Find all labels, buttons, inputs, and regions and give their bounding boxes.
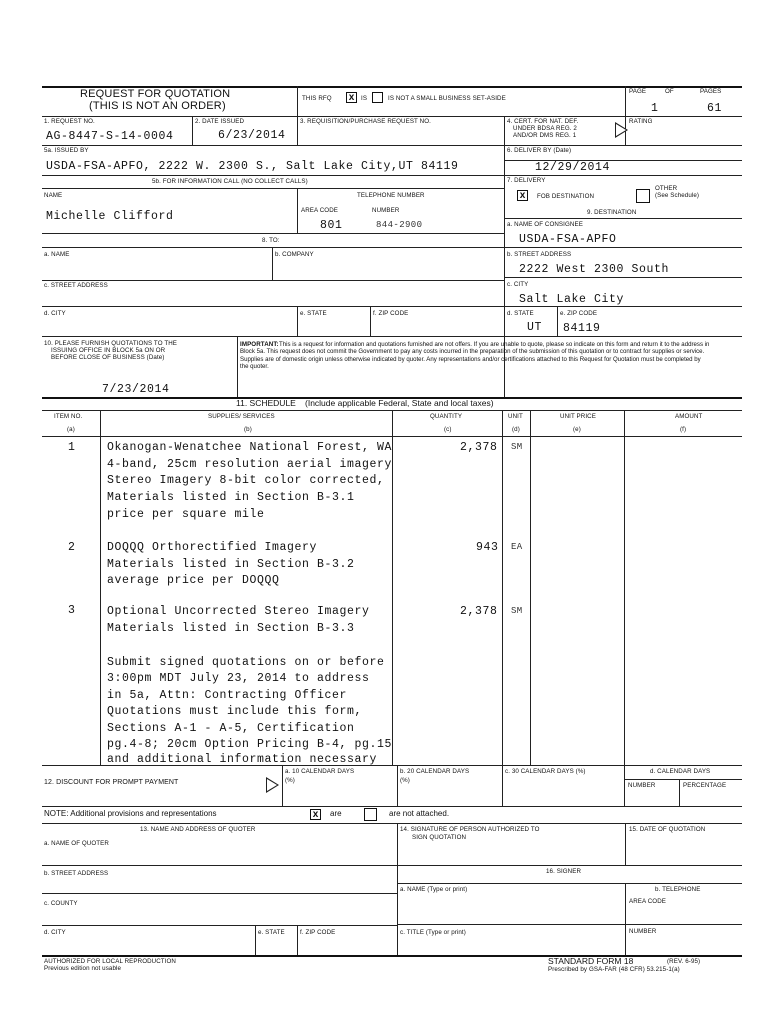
rule <box>100 410 101 765</box>
schedule-subtitle: (Include applicable Federal, State and local taxes) <box>305 398 494 408</box>
rule <box>557 306 558 336</box>
signer-area-code-label: AREA CODE <box>629 898 667 905</box>
rule <box>237 336 238 397</box>
dest-zip: 84119 <box>563 322 601 335</box>
signer-title-label: c. TITLE (Type or print) <box>400 929 466 936</box>
rule <box>397 823 398 955</box>
quoter-zip-label: f. ZIP CODE <box>300 929 336 936</box>
rule <box>392 410 393 765</box>
rule <box>397 883 742 884</box>
rule <box>624 765 625 806</box>
contact-name: Michelle Clifford <box>46 210 174 223</box>
info-call-label: 5b. FOR INFORMATION CALL (NO COLLECT CALLS) <box>152 178 308 185</box>
number-label: NUMBER <box>372 207 400 214</box>
to-city-label: d. CITY <box>44 310 66 317</box>
rule <box>679 779 680 806</box>
item-line: Materials listed in Section B-3.3 <box>107 622 355 635</box>
rule <box>282 765 283 806</box>
to-street-label: c. STREET ADDRESS <box>44 282 108 289</box>
cert-label-2: UNDER BDSA REG. 2 <box>513 125 577 132</box>
item-line: Stereo Imagery 8-bit color corrected, <box>107 474 385 487</box>
rfq-is-not-checkbox[interactable] <box>372 92 383 103</box>
form-revision: (REV. 6-95) <box>667 958 701 965</box>
rule <box>504 218 742 219</box>
dest-state-label: d. STATE <box>507 310 534 317</box>
item-line: Materials listed in Section B-3.2 <box>107 558 355 571</box>
are-label: are <box>330 809 342 818</box>
signature-label-2: SIGN QUOTATION <box>412 834 467 841</box>
dest-street: 2222 West 2300 South <box>519 263 670 276</box>
pages-label: PAGES <box>700 88 722 95</box>
furnish-label-3: BEFORE CLOSE OF BUSINESS (Date) <box>51 354 165 361</box>
col-amount-label: AMOUNT <box>675 413 703 420</box>
date-issued: 6/23/2014 <box>218 129 286 142</box>
dest-state: UT <box>527 321 543 334</box>
cert-label-1: 4. CERT. FOR NAT. DEF. <box>507 118 579 125</box>
cert-arrow-icon <box>615 122 628 138</box>
rfq-is-checkbox[interactable]: x <box>346 92 357 103</box>
rule <box>255 925 256 955</box>
to-zip-label: f. ZIP CODE <box>373 310 409 317</box>
rule <box>42 925 397 926</box>
signer-name-label: a. NAME (Type or print) <box>400 886 468 893</box>
this-rfq-label: THIS RFQ <box>302 95 332 102</box>
item-line: DOQQQ Orthorectified Imagery <box>107 541 318 554</box>
to-name-label: a. NAME <box>44 251 70 258</box>
close-date: 7/23/2014 <box>102 383 170 396</box>
request-no-label: 1. REQUEST NO. <box>44 118 95 125</box>
col-unit-label: UNIT <box>508 413 523 420</box>
rule <box>272 247 273 280</box>
schedule-note-line: pg.4-8; 20cm Option Pricing B-4, pg.15 <box>107 738 393 751</box>
cert-label-3: AND/OR DMS REG. 1 <box>513 132 577 139</box>
area-code: 801 <box>320 219 343 232</box>
rule <box>297 86 298 145</box>
dest-zip-label: e. ZIP CODE <box>560 310 598 317</box>
other-label: OTHER <box>655 185 678 192</box>
requisition-label: 3. REQUISITION/PURCHASE REQUEST NO. <box>300 118 431 125</box>
deliver-by: 12/29/2014 <box>535 161 611 174</box>
quoter-state-label: e. STATE <box>258 929 285 936</box>
schedule-note-line: Submit signed quotations on or before <box>107 656 385 669</box>
item-line: average price per DOQQQ <box>107 574 280 587</box>
rule <box>42 175 742 176</box>
date-of-quotation-label: 15. DATE OF QUOTATION <box>629 826 706 833</box>
item-line: 4-band, 25cm resolution aerial imagery <box>107 458 393 471</box>
rule <box>297 188 298 233</box>
pages-total: 61 <box>707 102 723 115</box>
quoter-county-label: c. COUNTY <box>44 900 78 907</box>
rule <box>42 280 504 281</box>
furnish-label-2: ISSUING OFFICE IN BLOCK 5a ON OR <box>51 347 166 354</box>
col-supplies-label: SUPPLIES/ SERVICES <box>208 413 275 420</box>
consignee-label: a. NAME OF CONSIGNEE <box>507 221 583 228</box>
request-no: AG-8447-S-14-0004 <box>46 130 174 143</box>
rule <box>42 336 742 337</box>
item-quantity: 943 <box>476 541 499 554</box>
phone-number: 844-2900 <box>376 220 423 230</box>
schedule-note-line: Sections A-1 - A-5, Certification <box>107 722 355 735</box>
to-label: 8. TO: <box>262 237 280 244</box>
schedule-note-line: 3:00pm MDT July 23, 2014 to address <box>107 672 370 685</box>
item-number: 1 <box>68 441 76 454</box>
rule <box>42 116 742 117</box>
fob-label: FOB DESTINATION <box>537 193 595 200</box>
item-line: Materials listed in Section B-3.1 <box>107 491 355 504</box>
rule <box>625 883 626 955</box>
area-code-label: AREA CODE <box>301 207 339 214</box>
form-prescribed: Prescribed by GSA-FAR (48 CFR) 53.215-1(a) <box>548 966 680 973</box>
other-checkbox[interactable] <box>636 189 650 203</box>
page-number: 1 <box>651 102 659 115</box>
are-attached-checkbox[interactable]: x <box>310 809 321 820</box>
are-not-attached-checkbox[interactable] <box>364 808 377 821</box>
rule <box>42 247 742 248</box>
consignee: USDA-FSA-APFO <box>519 233 617 246</box>
rule <box>42 188 504 189</box>
col-f-label: (f) <box>680 426 687 433</box>
dest-city-label: c. CITY <box>507 281 529 288</box>
rule <box>397 865 742 866</box>
col-b-label: (b) <box>244 426 252 433</box>
item-line: Okanogan-Wenatchee National Forest, WA <box>107 441 393 454</box>
dest-city: Salt Lake City <box>519 293 625 306</box>
form-name: STANDARD FORM 18 <box>548 956 634 966</box>
rule <box>297 925 298 955</box>
dest-street-label: b. STREET ADDRESS <box>507 251 572 258</box>
name-label: NAME <box>44 192 63 199</box>
rule <box>42 233 504 234</box>
footer-authorized: AUTHORIZED FOR LOCAL REPRODUCTION <box>44 958 176 965</box>
form-title: REQUEST FOR QUOTATION <box>80 88 231 100</box>
signature-label-1: 14. SIGNATURE OF PERSON AUTHORIZED TO <box>400 826 540 833</box>
rule <box>502 410 503 765</box>
are-not-label: are not attached. <box>389 809 450 818</box>
not-small-business-label: IS NOT A SMALL BUSINESS SET-ASIDE <box>388 95 506 102</box>
important-label: IMPORTANT: <box>240 341 279 348</box>
item-unit: EA <box>511 542 523 552</box>
discount-arrow-icon <box>266 777 279 793</box>
rule <box>42 865 397 866</box>
col-unit-price-label: UNIT PRICE <box>560 413 596 420</box>
item-quantity: 2,378 <box>460 441 498 454</box>
rule <box>502 765 503 806</box>
rating-label: RATING <box>629 118 653 125</box>
telephone-label: TELEPHONE NUMBER <box>357 192 425 199</box>
schedule-note-line: Quotations must include this form, <box>107 705 363 718</box>
rule <box>504 277 742 278</box>
quoter-city-label: d. CITY <box>44 929 66 936</box>
to-company-label: b. COMPANY <box>275 251 314 258</box>
furnish-label-1: 10. PLEASE FURNISH QUOTATIONS TO THE <box>44 340 177 347</box>
rule <box>42 145 742 146</box>
is-label: IS <box>361 95 368 102</box>
of-label: OF <box>665 88 674 95</box>
quoter-street-label: b. STREET ADDRESS <box>44 870 109 877</box>
rule <box>530 410 531 765</box>
rule <box>624 410 625 765</box>
rule <box>42 823 742 824</box>
discount-number: NUMBER <box>628 782 656 789</box>
quoter-name-label: a. NAME OF QUOTER <box>44 840 109 847</box>
item-unit: SM <box>511 606 523 616</box>
col-quantity-label: QUANTITY <box>430 413 463 420</box>
discount-percentage: PERCENTAGE <box>683 782 727 789</box>
schedule-title: 11. SCHEDULE <box>236 398 296 408</box>
rule <box>624 779 742 780</box>
deliver-by-label: 6. DELIVER BY (Date) <box>507 147 572 154</box>
delivery-label: 7. DELIVERY <box>507 177 546 184</box>
item-line: Optional Uncorrected Stereo Imagery <box>107 605 370 618</box>
destination-label: 9. DESTINATION <box>587 209 637 216</box>
col-a-label: (a) <box>67 426 75 433</box>
rule <box>297 306 298 336</box>
item-number: 3 <box>68 604 76 617</box>
schedule-note-line: and additional information necessary <box>107 753 378 766</box>
form-subtitle: (THIS IS NOT AN ORDER) <box>89 100 226 112</box>
discount-label: 12. DISCOUNT FOR PROMPT PAYMENT <box>44 779 179 786</box>
discount-calendar-days: d. CALENDAR DAYS <box>650 768 711 775</box>
rule <box>42 893 397 894</box>
rule <box>397 924 742 925</box>
fob-destination-checkbox[interactable]: x <box>517 190 528 201</box>
rule <box>42 306 742 307</box>
form-bottom-border <box>42 955 742 957</box>
discount-10-pct: (%) <box>285 777 295 784</box>
rule <box>370 306 371 336</box>
signer-label: 16. SIGNER <box>546 868 582 875</box>
discount-20-days: b. 20 CALENDAR DAYS <box>400 768 470 775</box>
to-state-label: e. STATE <box>300 310 327 317</box>
signer-telephone-label: b. TELEPHONE <box>655 886 701 893</box>
signer-number-label: NUMBER <box>629 928 657 935</box>
issued-by: USDA-FSA-APFO, 2222 W. 2300 S., Salt Lake City,UT 84119 <box>46 160 459 173</box>
item-quantity: 2,378 <box>460 605 498 618</box>
rule <box>192 116 193 145</box>
footer-previous-edition: Previous edition not usable <box>44 965 121 972</box>
item-number: 2 <box>68 541 76 554</box>
discount-10-days: a. 10 CALENDAR DAYS <box>285 768 355 775</box>
note-text: NOTE: Additional provisions and representations <box>44 809 217 818</box>
other-schedule-label: (See Schedule) <box>655 192 700 199</box>
issued-by-label: 5a. ISSUED BY <box>44 147 89 154</box>
col-item-label: ITEM NO. <box>54 413 83 420</box>
rule <box>42 806 742 807</box>
date-issued-label: 2. DATE ISSUED <box>195 118 245 125</box>
schedule-note-line: in 5a, Attn: Contracting Officer <box>107 689 348 702</box>
rule <box>625 823 626 865</box>
col-d-label: (d) <box>512 426 520 433</box>
col-e-label: (e) <box>573 426 581 433</box>
discount-30-days: c. 30 CALENDAR DAYS (%) <box>505 768 586 775</box>
page-label: PAGE <box>629 88 647 95</box>
rule <box>397 765 398 806</box>
quoter-title: 13. NAME AND ADDRESS OF QUOTER <box>140 826 256 833</box>
item-line: price per square mile <box>107 508 265 521</box>
item-unit: SM <box>511 442 523 452</box>
discount-20-pct: (%) <box>400 777 410 784</box>
col-c-label: (c) <box>444 426 452 433</box>
important-text: This is a request for information and quotations furnished are not offers. If you are unable to quote, please so indicate on this form and return it to the address in Block 5a. This request does not commit the Government to pay any costs incurred in the preparation of the submission of this quotation or to contract for supplies or service. Supplies are of domestic origin unless otherwise indicated by quoter. Any representations and/or certifications attached to this Request for Quotation must be completed by the quoter. <box>240 341 710 371</box>
